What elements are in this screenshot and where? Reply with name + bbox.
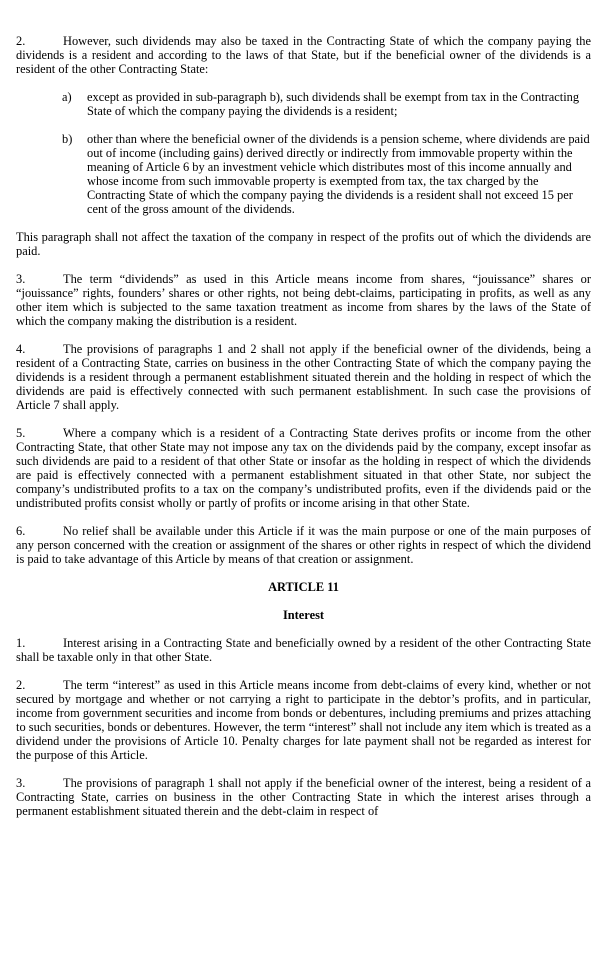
paragraph-number: 4. xyxy=(16,342,26,356)
article-heading: ARTICLE 11 xyxy=(268,580,339,594)
document-page xyxy=(16,0,591,818)
article10-paragraph-2 xyxy=(16,34,591,76)
article-subheading: Interest xyxy=(282,608,325,622)
article11-paragraph-1 xyxy=(16,636,591,664)
paragraph-number: 6. xyxy=(16,524,26,538)
article10-paragraph-6 xyxy=(16,524,591,566)
paragraph-number: 1. xyxy=(16,636,26,650)
paragraph-number: 2. xyxy=(16,678,26,692)
paragraph-text: No relief shall be available under this Article if it was the main purpose or one of the main purposes of any person concerned with the creation or assignment of the shares or other rights in respect of which the dividend is paid to take advantage of this Article by means of that creation or assignment. xyxy=(16,524,591,566)
paragraph-text: The term “interest” as used in this Article means income from debt-claims of every kind, whether or not secured by mortgage and whether or not carrying a right to participate in the debtor’s profits, and in particular, income from government securities and income from bonds or debentures, including premiums and prizes attaching to such securities, bonds or debentures. However, the term “interest” shall not include any item which is treated as a dividend under the provisions of Article 10. Penalty charges for late payment shall not be regarded as interest for the purpose of this Article. xyxy=(16,678,591,762)
article10-paragraph-5 xyxy=(16,426,591,510)
subparagraph-text: other than where the beneficial owner of the dividends is a pension scheme, where dividends are paid out of income (including gains) derived directly or indirectly from immovable property within the meaning of Article 6 by an investment vehicle which distributes most of this income annually and whose income from such immovable property is exempted from tax, the tax charged by the Contracting State of which the company paying the dividends is a resident shall not exceed 15 per cent of the gross amount of the dividends. xyxy=(87,132,590,216)
subparagraph-b xyxy=(62,132,591,216)
paragraph-text: The provisions of paragraph 1 shall not apply if the beneficial owner of the interest, being a resident of a Contracting State, carries on business in the other Contracting State in which the interest arises through a permanent establishment situated therein and the debt-claim in respect of xyxy=(16,776,591,818)
subparagraph-a xyxy=(62,90,591,118)
article11-paragraph-2 xyxy=(16,678,591,762)
paragraph-number: 3. xyxy=(16,776,26,790)
article10-paragraph-2-tail: This paragraph shall not affect the taxation of the company in respect of the profits out of which the dividends are paid. xyxy=(16,230,591,258)
article11-paragraph-3 xyxy=(16,776,591,818)
article10-paragraph-3 xyxy=(16,272,591,328)
subparagraph-letter: b) xyxy=(62,132,73,146)
paragraph-text: However, such dividends may also be taxed in the Contracting State of which the company paying the dividends is a resident and according to the laws of that State, but if the beneficial owner of the dividends is a resident of the other Contracting State: xyxy=(16,34,591,76)
paragraph-number: 2. xyxy=(16,34,26,48)
article10-paragraph-4 xyxy=(16,342,591,412)
paragraph-number: 3. xyxy=(16,272,26,286)
paragraph-text: The term “dividends” as used in this Article means income from shares, “jouissance” shares or “jouissance” rights, founders’ shares or other rights, not being debt-claims, participating in profits, as well as any other item which is subjected to the same taxation treatment as income from shares by the laws of the State of which the company making the distribution is a resident. xyxy=(16,272,591,328)
subparagraph-text: except as provided in sub-paragraph b), such dividends shall be exempt from tax in the Contracting State of which the company paying the dividends is a resident; xyxy=(87,90,580,118)
paragraph-number: 5. xyxy=(16,426,26,440)
paragraph-text: Interest arising in a Contracting State and beneficially owned by a resident of the other Contracting State shall be taxable only in that other State. xyxy=(16,636,591,664)
subparagraph-letter: a) xyxy=(62,90,72,104)
paragraph-text: The provisions of paragraphs 1 and 2 shall not apply if the beneficial owner of the dividends, being a resident of a Contracting State, carries on business in the other Contracting State of which the company paying the dividends is a resident through a permanent establishment situated therein and the holding in respect of which the dividends are paid is effectively connected with such permanent establishment. In such case the provisions of Article 7 shall apply. xyxy=(16,342,591,412)
paragraph-text: Where a company which is a resident of a Contracting State derives profits or income from the other Contracting State, that other State may not impose any tax on the dividends paid by the company, except insofar as such dividends are paid to a resident of that other State or insofar as the holding in respect of which the dividends are paid is effectively connected with a permanent establishment situated in that other State, nor subject the company’s undistributed profits to a tax on the company’s undistributed profits, even if the dividends paid or the undistributed profits consist wholly or partly of profits or income arising in that other State. xyxy=(16,426,591,510)
